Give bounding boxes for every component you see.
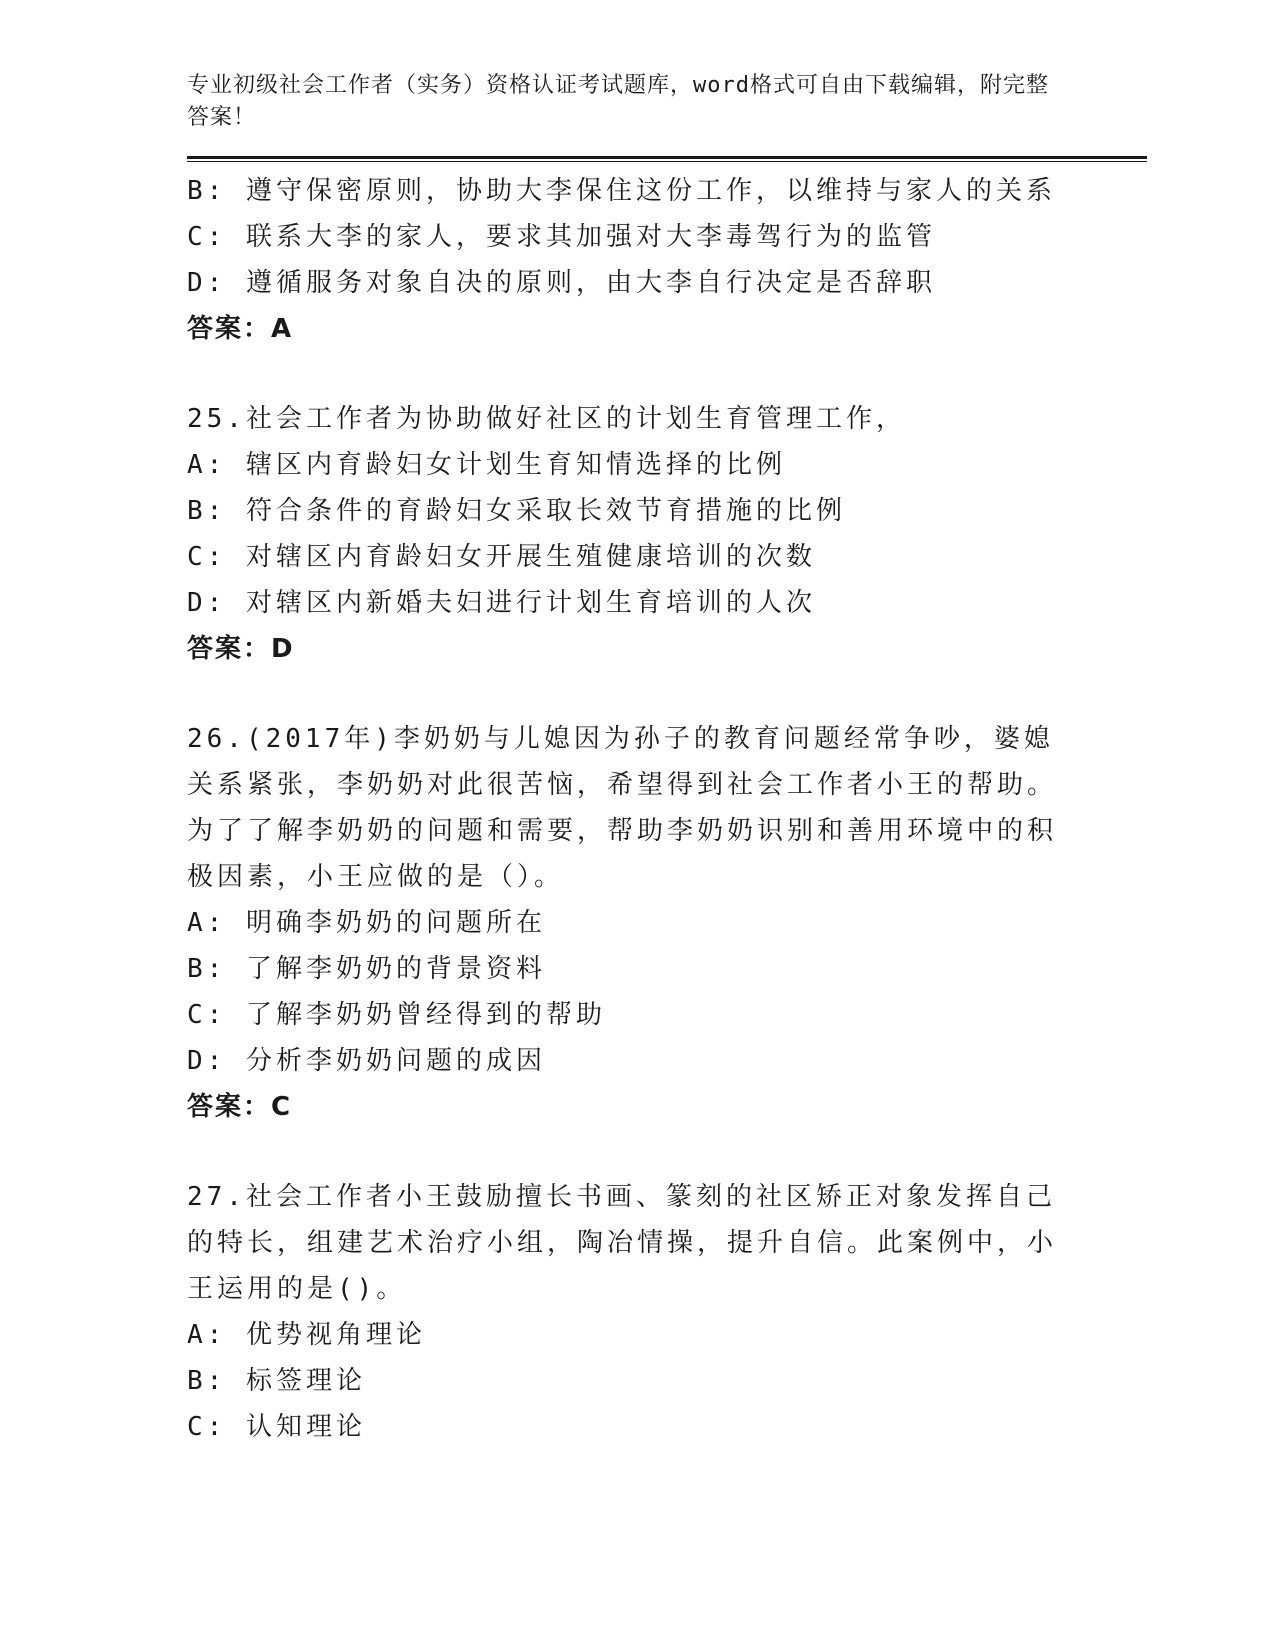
option-d: D: 对辖区内新婚夫妇进行计划生育培训的人次 [187,588,816,618]
question-25 [187,396,1147,672]
option-c: C: 认知理论 [187,1412,366,1442]
option-a: A: 优势视角理论 [187,1320,426,1350]
option-c: C: 对辖区内育龄妇女开展生殖健康培训的次数 [187,542,816,572]
header-rule-thick [187,156,1147,159]
option-b: B: 了解李奶奶的背景资料 [187,954,546,984]
header-rule-thin [187,161,1147,162]
spacer [187,672,1147,716]
option-d: D: 遵循服务对象自决的原则，由大李自行决定是否辞职 [187,268,936,298]
question-stem: 27.社会工作者小王鼓励擅长书画、篆刻的社区矫正对象发挥自己的特长，组建艺术治疗小组，陶冶情操，提升自信。此案例中，小王运用的是()。 [187,1182,1058,1304]
question-24 [187,168,1147,352]
document-body [187,168,1147,1450]
question-stem: 25.社会工作者为协助做好社区的计划生育管理工作， [187,404,906,434]
option-c: C: 联系大李的家人，要求其加强对大李毒驾行为的监管 [187,222,936,252]
answer: 答案：A [187,314,294,344]
option-a: A: 明确李奶奶的问题所在 [187,908,546,938]
document-header: 专业初级社会工作者（实务）资格认证考试题库，word格式可自由下载编辑，附完整答案！ [187,73,1049,130]
document-page [187,70,1147,1450]
option-b: B: 符合条件的育龄妇女采取长效节育措施的比例 [187,496,846,526]
answer: 答案：C [187,1092,293,1122]
question-26 [187,716,1147,1130]
question-27 [187,1174,1147,1450]
option-b: B: 遵守保密原则，协助大李保住这份工作，以维持与家人的关系 [187,176,1056,206]
option-c: C: 了解李奶奶曾经得到的帮助 [187,1000,606,1030]
answer: 答案：D [187,634,295,664]
option-b: B: 标签理论 [187,1366,366,1396]
option-d: D: 分析李奶奶问题的成因 [187,1046,546,1076]
spacer [187,352,1147,396]
option-a: A: 辖区内育龄妇女计划生育知情选择的比例 [187,450,786,480]
question-stem: 26.(2017年)李奶奶与儿媳因为孙子的教育问题经常争吵，婆媳关系紧张，李奶奶对此很苦恼，希望得到社会工作者小王的帮助。为了了解李奶奶的问题和需要，帮助李奶奶识别和善用环境中的积极因素，小王应做的是（）。 [187,724,1058,892]
spacer [187,1130,1147,1174]
